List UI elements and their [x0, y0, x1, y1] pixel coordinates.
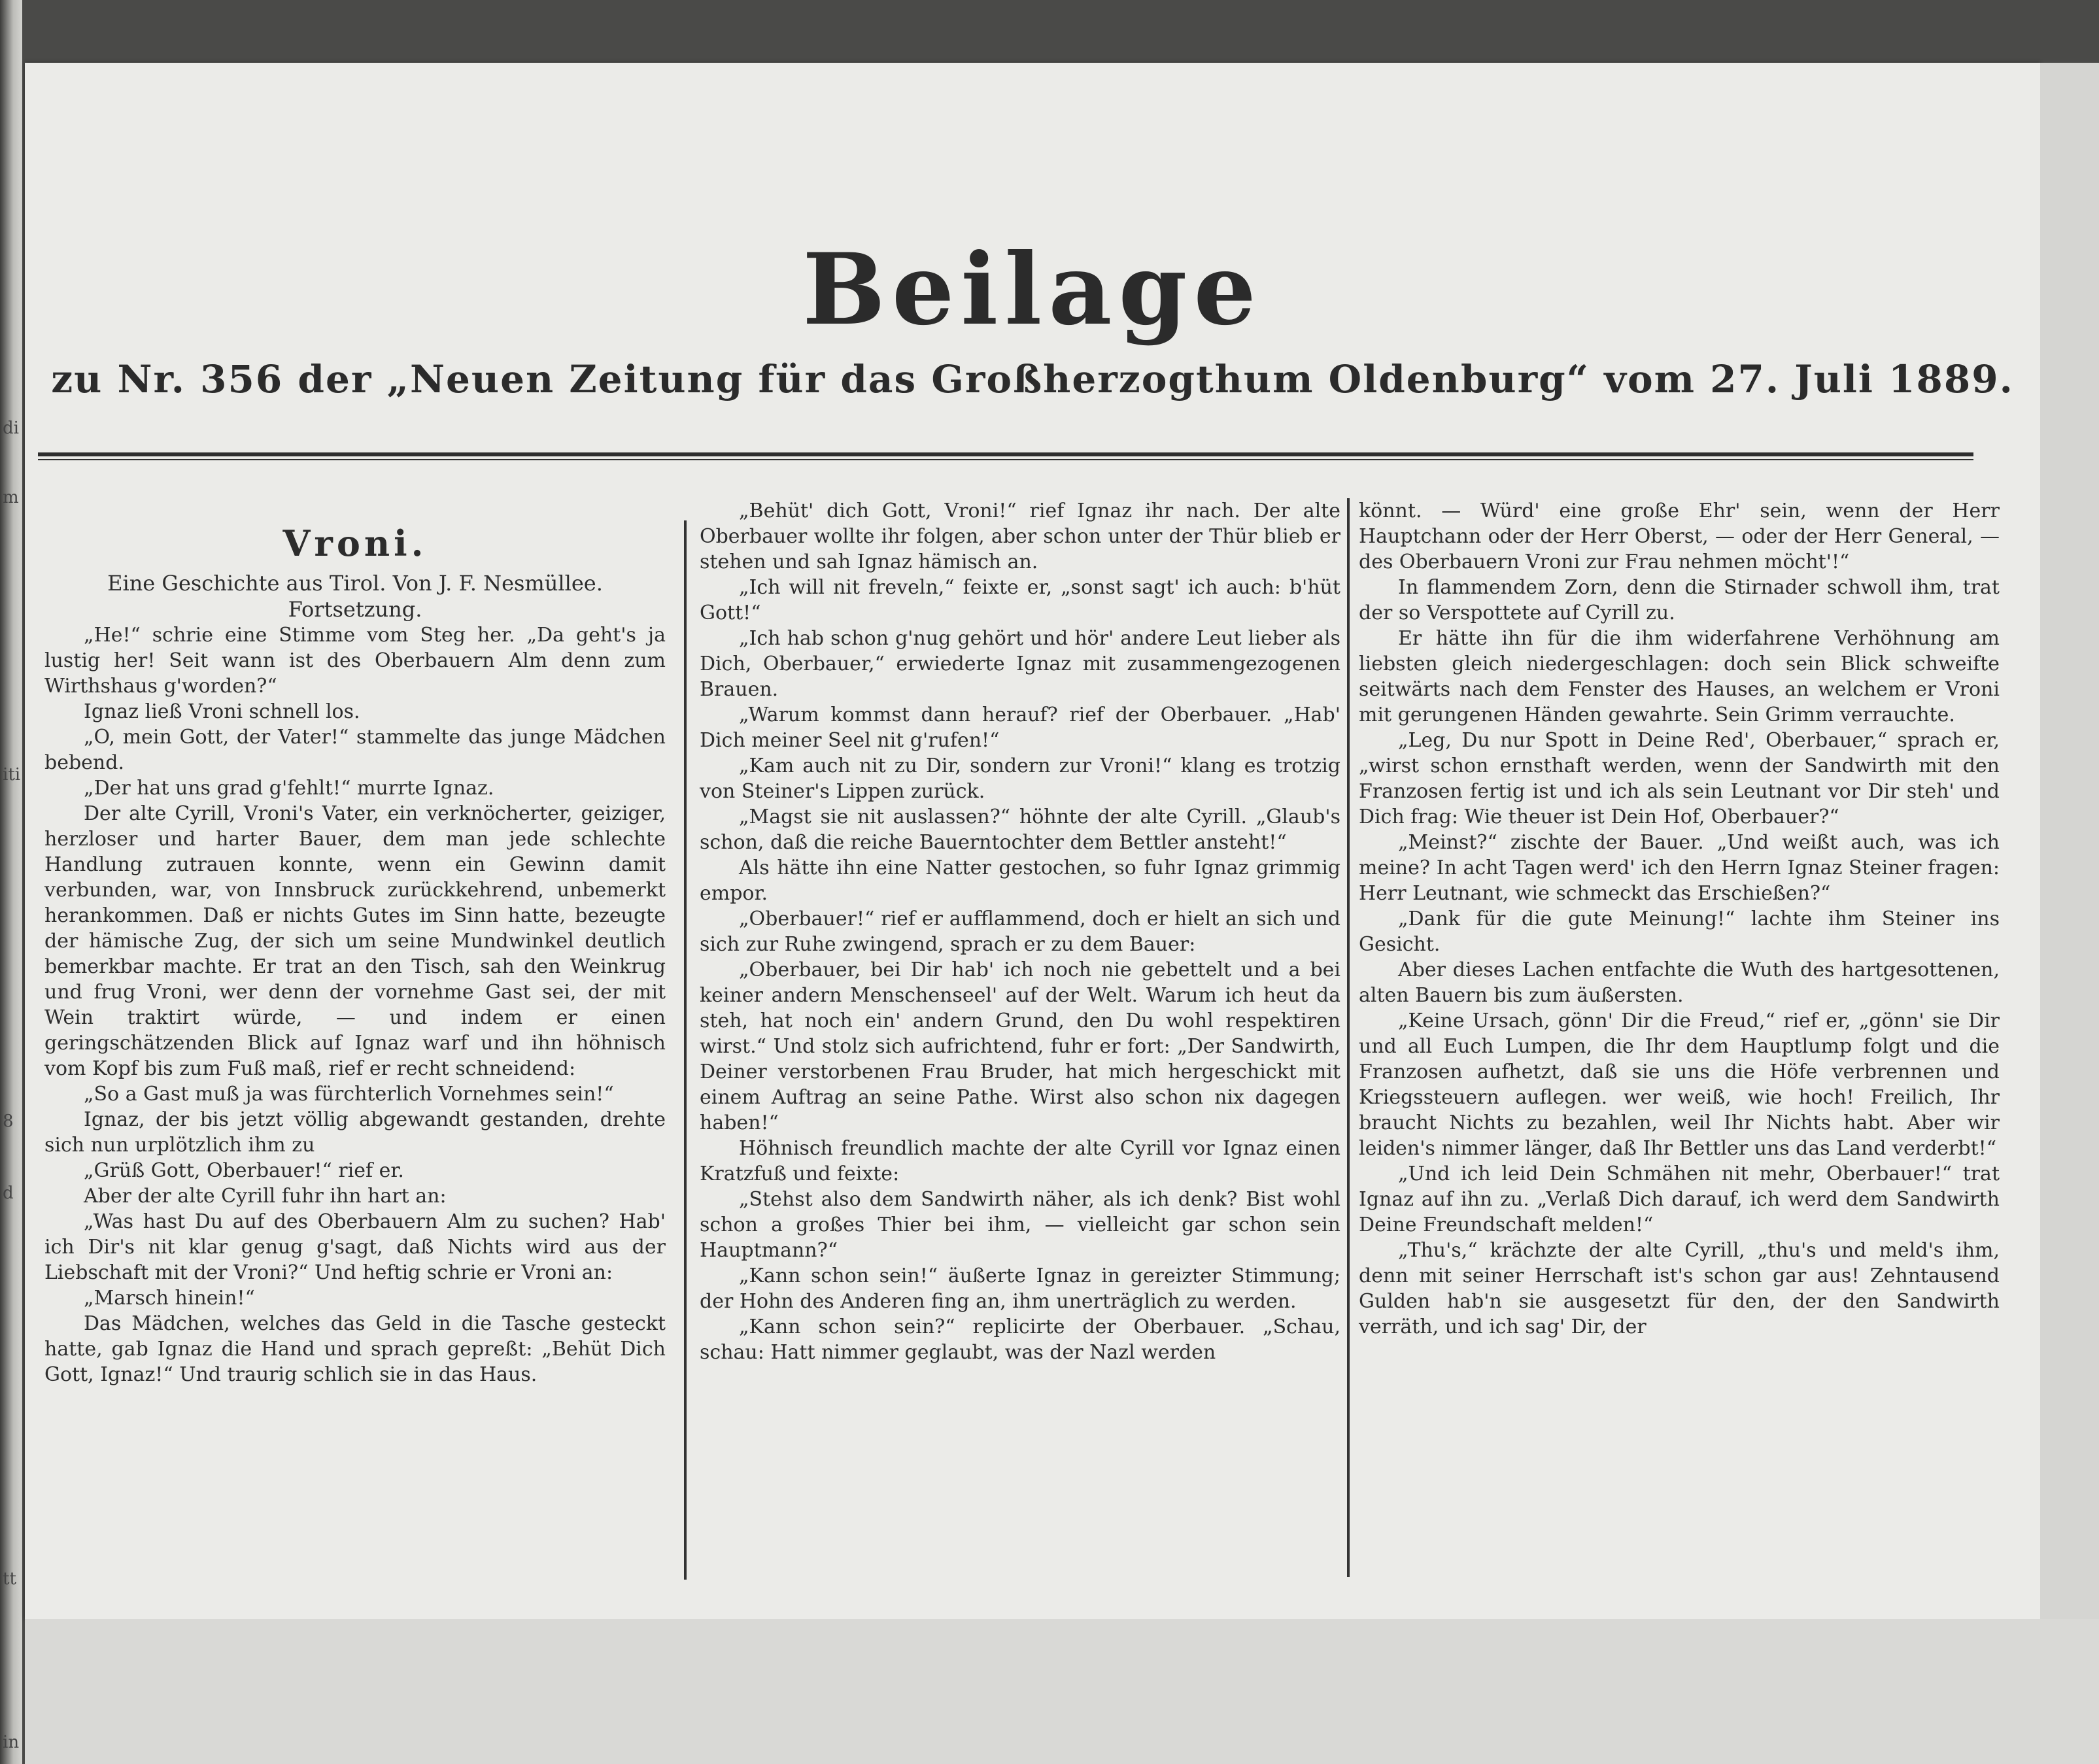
paragraph: „Kann schon sein?“ replicirte der Oberbauer. „Schau, schau: Hatt nimmer geglaubt, was der Nazl werden: [700, 1315, 1340, 1364]
paragraph: Er hätte ihn für die ihm widerfahrene Verhöhnung am liebsten gleich niedergeschlagen: doch sein Blick schweifte seitwärts nach dem Fenster des Hauses, an welchem er Vroni mit gerungenen Händen gewahrte. Sein Grimm verrauchte.: [1359, 627, 2000, 726]
paragraph: Ignaz, der bis jetzt völlig abgewandt gestanden, drehte sich nun urplötzlich ihm zu: [44, 1108, 666, 1157]
masthead-subtitle: zu Nr. 356 der „Neuen Zeitung für das Großherzogthum Oldenburg“ vom 27. Juli 1889.: [51, 357, 2014, 401]
paragraph: könnt. — Würd' eine große Ehr' sein, wenn der Herr Hauptchann oder der Herr Oberst, — oder der Herr General, — des Oberbauern Vroni zur Frau nehmen möcht'!“: [1359, 500, 2000, 573]
paragraph: Höhnisch freundlich machte der alte Cyrill vor Ignaz einen Kratzfuß und feixte:: [700, 1137, 1340, 1185]
column-separator: [684, 520, 687, 1580]
adjacent-page-strip: [0, 0, 22, 1764]
masthead-title: Beilage: [802, 232, 1263, 347]
paragraph: „Kam auch nit zu Dir, sondern zur Vroni!“ klang es trotzig von Steiner's Lippen zurück.: [700, 755, 1340, 803]
paragraph: „Magst sie nit auslassen?“ höhnte der alte Cyrill. „Glaub's schon, daß die reiche Bauerntochter dem Bettler ansteht!“: [700, 806, 1340, 854]
paragraph: „Ich will nit freveln,“ feixte er, „sonst sagt' ich auch: b'hüt Gott!“: [700, 576, 1340, 624]
paragraph: Aber dieses Lachen entfachte die Wuth des hartgesottenen, alten Bauern bis zum äußersten.: [1359, 958, 2000, 1007]
paragraph: Ignaz ließ Vroni schnell los.: [84, 700, 360, 723]
left-fragment: d: [3, 1183, 14, 1203]
story-title: Vroni.: [282, 522, 428, 564]
paragraph: „So a Gast muß ja was fürchterlich Vornehmes sein!“: [84, 1083, 614, 1106]
masthead: [25, 234, 2040, 401]
paragraph: „Warum kommst dann herauf? rief der Oberbauer. „Hab' Dich meiner Seel nit g'rufen!“: [700, 704, 1340, 752]
paragraph: „Keine Ursach, gönn' Dir die Freud,“ rief er, „gönn' sie Dir und all Euch Lumpen, die Ihr dem Hauptlump folgt und die Franzosen aufhetzt, daß sie uns die Höfe verbrennen und Kriegssteuern auflegen. wer weiß, wie hoch! Freilich, Ihr braucht Nichts zu bezahlen, weil Ihr Nichts habt. Aber wir leiden's nimmer länger, daß Ihr Bettler uns das Land verderbt!“: [1359, 1009, 2000, 1160]
paragraph: „Ich hab schon g'nug gehört und hör' andere Leut lieber als Dich, Oberbauer,“ erwiederte Ignaz mit zusammengezogenen Brauen.: [700, 627, 1340, 701]
column-2: [700, 498, 1340, 1365]
paragraph: In flammendem Zorn, denn die Stirnader schwoll ihm, trat der so Verspottete auf Cyrill zu.: [1359, 576, 2000, 624]
paragraph: Als hätte ihn eine Natter gestochen, so fuhr Ignaz grimmig empor.: [700, 857, 1340, 905]
page-edge-right: [2040, 63, 2099, 1619]
paragraph: „Grüß Gott, Oberbauer!“ rief er.: [84, 1159, 404, 1182]
paragraph: „Thu's,“ krächzte der alte Cyrill, „thu's und meld's ihm, denn mit seiner Herrschaft ist's schon gar aus! Zehntausend Gulden hab'n sie ausgesetzt für den, der den Sandwirth verräth, und ich sag' Dir, der: [1359, 1239, 2000, 1338]
paragraph: „Behüt' dich Gott, Vroni!“ rief Ignaz ihr nach. Der alte Oberbauer wollte ihr folgen, aber schon unter der Thür blieb er stehen und sah Ignaz hämisch an.: [700, 500, 1340, 573]
paragraph: Das Mädchen, welches das Geld in die Tasche gesteckt hatte, gab Ignaz die Hand und sprach gepreßt: „Behüt Dich Gott, Ignaz!“ Und traurig schlich sie in das Haus.: [44, 1312, 666, 1386]
masthead-rule: [38, 452, 1973, 456]
left-fragment: di: [3, 418, 19, 438]
paragraph: Aber der alte Cyrill fuhr ihn hart an:: [84, 1185, 447, 1208]
paragraph: „Meinst?“ zischte der Bauer. „Und weißt auch, was ich meine? In acht Tagen werd' ich den Herrn Ignaz Steiner fragen: Herr Leutnant, wie schmeckt das Erschießen?“: [1359, 831, 2000, 905]
paragraph: Der alte Cyrill, Vroni's Vater, ein verknöcherter, geiziger, herzloser und harter Bauer, dem man jede schlechte Handlung zutrauen konnte, wenn ein Gewinn damit verbunden, war, von Innsbruck zurückkehrend, unbemerkt herankommen. Daß er nichts Gutes im Sinn hatte, bezeugte der hämische Zug, der sich um seine Mundwinkel deutlich bemerkbar machte. Er trat an den Tisch, sah den Weinkrug und frug Vroni, wer denn der vornehme Gast sei, der mit Wein traktirt würde, — und indem er einen geringschätzenden Blick auf Ignaz warf und ihn höhnisch vom Kopf bis zum Fuß maß, rief er recht schneidend:: [44, 802, 666, 1080]
story-subtitle: Eine Geschichte aus Tirol. Von J. F. Nesmüllee.: [107, 571, 603, 596]
paragraph: „Was hast Du auf des Oberbauern Alm zu suchen? Hab' ich Dir's nit klar genug g'sagt, daß Nichts wird aus der Liebschaft mit der Vroni?“ Und heftig schrie er Vroni an:: [44, 1210, 666, 1284]
column-1: [44, 520, 666, 1387]
paragraph: „Dank für die gute Meinung!“ lachte ihm Steiner ins Gesicht.: [1359, 907, 2000, 956]
column-3: [1359, 498, 2000, 1340]
left-fragment: iti: [3, 765, 21, 785]
paragraph: „Oberbauer!“ rief er aufflammend, doch er hielt an sich und sich zur Ruhe zwingend, sprach er zu dem Bauer:: [700, 907, 1340, 956]
paragraph: „O, mein Gott, der Vater!“ stammelte das junge Mädchen bebend.: [44, 726, 666, 774]
paragraph: „Stehst also dem Sandwirth näher, als ich denk? Bist wohl schon a großes Thier bei ihm, — vielleicht gar schon sein Hauptmann?“: [700, 1188, 1340, 1262]
story-continuation: Fortsetzung.: [288, 597, 422, 622]
left-fragment: m: [3, 488, 19, 507]
paragraph: „Leg, Du nur Spott in Deine Red', Oberbauer,“ sprach er, „wirst schon ernsthaft werden, wenn der Sandwirth mit den Franzosen fertig ist und ich als sein Leutnant vor Dir steh' und Dich frag: Wie theuer ist Dein Hof, Oberbauer?“: [1359, 729, 2000, 828]
paragraph: „Und ich leid Dein Schmähen nit mehr, Oberbauer!“ trat Ignaz auf ihn zu. „Verlaß Dich darauf, ich werd dem Sandwirth Deine Freundschaft melden!“: [1359, 1162, 2000, 1236]
left-fragment: 8: [3, 1111, 14, 1131]
paragraph: „Kann schon sein!“ äußerte Ignaz in gereizter Stimmung; der Hohn des Anderen fing an, ihm unerträglich zu werden.: [700, 1264, 1340, 1313]
paragraph: „Marsch hinein!“: [84, 1287, 255, 1310]
page-edge-bottom: [25, 1619, 2099, 1764]
paragraph: „Der hat uns grad g'fehlt!“ murrte Ignaz.: [84, 777, 494, 800]
masthead-rule-thin: [38, 459, 1973, 460]
newspaper-page: [25, 63, 2040, 1619]
paragraph: „He!“ schrie eine Stimme vom Steg her. „Da geht's ja lustig her! Seit wann ist des Oberbauern Alm denn zum Wirthshaus g'worden?“: [44, 624, 666, 698]
left-fragment: in: [3, 1733, 20, 1752]
column-separator: [1347, 498, 1350, 1577]
paragraph: „Oberbauer, bei Dir hab' ich noch nie gebettelt und a bei keiner andern Menschenseel' auf der Welt. Warum ich heut da steh, hat noch ein' andern Grund, den Du wohl respektiren wirst.“ Und stolz sich aufrichtend, fuhr er fort: „Der Sandwirth, Deiner verstorbenen Frau Bruder, hat mich hergeschickt mit einem Auftrag an seine Pathe. Wirst also schon nix dagegen haben!“: [700, 958, 1340, 1134]
left-fragment: tt: [3, 1569, 16, 1589]
